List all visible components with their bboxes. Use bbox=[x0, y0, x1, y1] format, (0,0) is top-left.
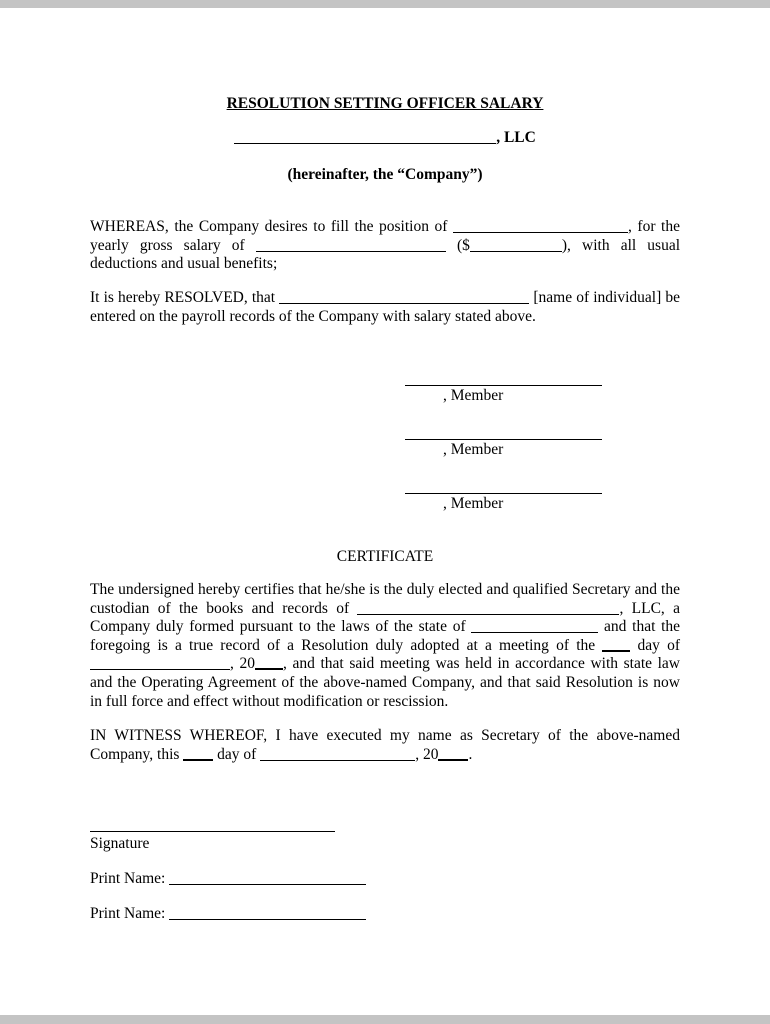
print-name-label: Print Name: bbox=[90, 870, 166, 887]
certificate-text-6: , and that said meeting was held in accordance with state law and the Operating Agreement of the above-named Company, and that said Resolution is now in full force and effect without modification or rescission. bbox=[90, 655, 681, 710]
company-name-blank-line bbox=[234, 131, 496, 144]
document-title-row bbox=[0, 95, 770, 113]
signature-line bbox=[90, 817, 335, 832]
member-label: , Member bbox=[443, 441, 504, 458]
document-subtitle: (hereinafter, the “Company”) bbox=[287, 166, 483, 183]
certificate-heading: CERTIFICATE bbox=[336, 548, 434, 565]
certificate-heading-row bbox=[0, 548, 770, 566]
whereas-text-2: , for the yearly gross salary of bbox=[90, 218, 680, 254]
witness-text-4: . bbox=[468, 745, 473, 763]
salary-words-blank-line bbox=[256, 239, 446, 252]
witness-text-3: , 20 bbox=[415, 745, 439, 763]
certificate-text-3: and that the foregoing is a true record of a Resolution duly adopted at a meeting of the bbox=[90, 618, 681, 654]
position-blank-line bbox=[453, 220, 628, 233]
state-blank-line bbox=[471, 620, 598, 633]
whereas-paragraph bbox=[90, 218, 680, 274]
resolved-paragraph bbox=[90, 289, 680, 326]
print-name-row bbox=[90, 904, 690, 923]
resolved-text-2: [name of individual] be entered on the payroll records of the Company with salary stated above. bbox=[90, 289, 681, 325]
scan-edge-bottom bbox=[0, 1015, 770, 1024]
whereas-text-1: WHEREAS, the Company desires to fill the position of bbox=[90, 218, 448, 235]
signature-label-row bbox=[90, 834, 690, 853]
individual-name-blank-line bbox=[279, 291, 529, 304]
certificate-company-blank-line bbox=[357, 602, 619, 615]
document-title: RESOLUTION SETTING OFFICER SALARY bbox=[226, 95, 544, 112]
certificate-text-4: day of bbox=[637, 636, 681, 654]
member-signature-line bbox=[405, 425, 602, 440]
witness-text-1: IN WITNESS WHEREOF, I have executed my name as Secretary of the above-named Company, this bbox=[90, 727, 680, 763]
print-name-blank-line bbox=[169, 907, 366, 920]
meeting-year-blank-line bbox=[255, 656, 283, 670]
witness-paragraph bbox=[90, 727, 680, 764]
witness-text-2: day of bbox=[217, 745, 257, 763]
member-label: , Member bbox=[443, 495, 504, 512]
signature-label: Signature bbox=[90, 835, 150, 852]
company-suffix: , LLC bbox=[496, 129, 536, 146]
member-signature-line bbox=[405, 479, 602, 494]
execution-month-blank-line bbox=[260, 748, 415, 761]
execution-day-blank-line bbox=[183, 747, 213, 761]
member-signature-block bbox=[405, 425, 615, 459]
certificate-text-5: , 20 bbox=[230, 655, 255, 673]
member-label: , Member bbox=[443, 387, 504, 404]
meeting-month-blank-line bbox=[90, 657, 230, 670]
company-name-row bbox=[0, 129, 770, 147]
whereas-text-3: ($ bbox=[456, 236, 470, 254]
certificate-paragraph bbox=[90, 581, 680, 711]
meeting-day-blank-line bbox=[602, 638, 630, 652]
member-signature-block bbox=[405, 371, 615, 405]
certificate-text-2: , LLC, a Company duly formed pursuant to the laws of the state of bbox=[90, 599, 680, 636]
certificate-text-1: The undersigned hereby certifies that he/she is the duly elected and qualified Secretary and the custodian of the books and records of bbox=[90, 581, 680, 617]
print-name-blank-line bbox=[169, 872, 366, 885]
member-signature-line bbox=[405, 371, 602, 386]
salary-amount-blank-line bbox=[470, 239, 562, 252]
member-signature-block bbox=[405, 479, 615, 513]
print-name-row bbox=[90, 869, 690, 888]
print-name-label: Print Name: bbox=[90, 905, 166, 922]
resolved-text-1: It is hereby RESOLVED, that bbox=[90, 289, 276, 306]
scan-edge-top bbox=[0, 0, 770, 8]
whereas-text-4: ), with all usual deductions and usual benefits; bbox=[90, 236, 681, 273]
subtitle-row bbox=[0, 166, 770, 184]
execution-year-blank-line bbox=[438, 747, 468, 761]
